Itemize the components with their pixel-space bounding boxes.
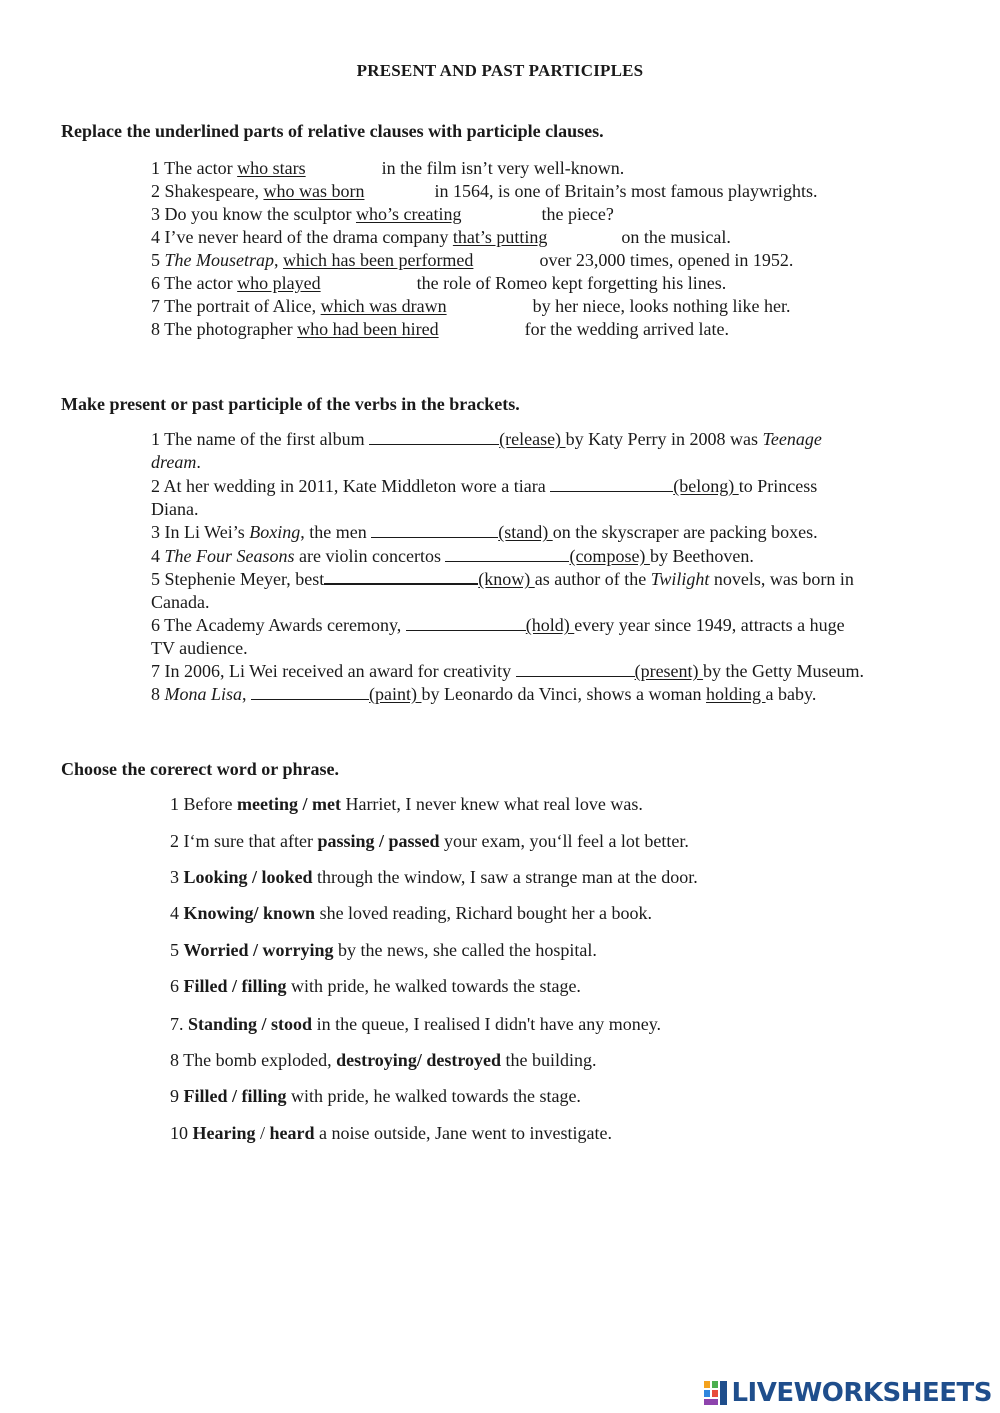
s1-item-3: 3 Do you know the sculptor who’s creating the piece? [151,204,614,224]
s1-item-7: 7 The portrait of Alice, which was drawn by her niece, looks nothing like her. [151,296,791,316]
choice-options[interactable]: meeting / met [236,794,341,814]
choice-options[interactable]: passing / passed [317,831,440,851]
s2-item-7: 7 In 2006, Li Wei received an award for creativity (present) by the Getty Museum. [151,661,865,681]
underlined-clause: who played [237,273,321,293]
answer-blank[interactable] [324,568,478,585]
s3-item-3: 3 Looking / looked through the window, I saw a strange man at the door. [170,867,698,887]
s3-item-8: 8 The bomb exploded, destroying/ destroyed the building. [170,1050,597,1070]
choice-options[interactable]: Filled / filling [183,1086,287,1106]
s1-item-5: 5 The Mousetrap, which has been performed over 23,000 times, opened in 1952. [151,250,794,270]
choice-options[interactable]: Worried / worrying [183,940,334,960]
underlined-clause: who’s creating [355,204,462,224]
s2-item-1-cont: dream. [151,452,201,472]
choice-options[interactable]: Standing / stood [188,1014,313,1034]
s3-item-7: 7. Standing / stood in the queue, I realised I didn't have any money. [170,1014,662,1034]
s3-item-4: 4 Knowing/ known she loved reading, Richard bought her a book. [170,903,652,923]
underlined-clause: who was born [263,181,365,201]
underlined-clause: who stars [237,158,306,178]
s2-item-2-cont: Diana. [151,499,199,519]
choice-options[interactable]: Looking / looked [183,867,313,887]
s2-item-2: 2 At her wedding in 2011, Kate Middleton wore a tiara (belong) to Princess [151,476,818,496]
s1-item-2: 2 Shakespeare, who was born in 1564, is one of Britain’s most famous playwrights. [151,181,818,201]
answer-blank[interactable] [369,429,499,445]
s1-item-6: 6 The actor who played the role of Romeo kept forgetting his lines. [151,273,727,293]
s2-item-1: 1 The name of the first album (release) by Katy Perry in 2008 was Teenage [151,429,822,449]
s3-item-5: 5 Worried / worrying by the news, she called the hospital. [170,940,597,960]
s2-item-6: 6 The Academy Awards ceremony, (hold) every year since 1949, attracts a huge [151,615,845,635]
s3-item-6: 6 Filled / filling with pride, he walked towards the stage. [170,976,581,996]
section3-heading: Choose the corerect word or phrase. [61,759,339,779]
s2-item-6-cont: TV audience. [151,638,248,658]
underlined-clause: that’s putting [452,227,548,247]
liveworksheets-logo-icon [703,1379,729,1407]
answer-blank[interactable] [406,615,526,631]
underlined-clause: which has been performed [283,250,474,270]
answer-blank[interactable] [251,684,369,700]
s3-item-2: 2 I‘m sure that after passing / passed your exam, you‘ll feel a lot better. [170,831,689,851]
underlined-clause: which was drawn [320,296,447,316]
s2-item-8: 8 Mona Lisa, (paint) by Leonardo da Vinci, shows a woman holding a baby. [151,684,817,704]
choice-options[interactable]: Knowing/ known [183,903,316,923]
answer-blank[interactable] [550,476,673,492]
answer-blank[interactable] [371,522,498,538]
underlined-clause: who had been hired [297,319,439,339]
choice-options[interactable]: Filled / filling [183,976,287,996]
s3-item-1: 1 Before meeting / met Harriet, I never knew what real love was. [170,794,643,814]
s1-item-8: 8 The photographer who had been hired for the wedding arrived late. [151,319,730,339]
choice-option-a[interactable]: Hearing [192,1123,256,1143]
underlined-word: holding [706,684,766,704]
s1-item-4: 4 I’ve never heard of the drama company that’s putting on the musical. [151,227,731,247]
page-title: PRESENT AND PAST PARTICIPLES [356,61,644,80]
answer-blank[interactable] [445,546,569,562]
logo-text: LIVEWORKSHEETS [731,1378,992,1408]
s2-item-5: 5 Stephenie Meyer, best (know) as author of the Twilight novels, was born in [151,569,854,589]
answer-blank[interactable] [516,661,635,677]
s2-item-3: 3 In Li Wei’s Boxing, the men (stand) on the skyscraper are packing boxes. [151,522,818,542]
choice-option-b[interactable]: heard [269,1123,315,1143]
s1-item-1: 1 The actor who stars in the film isn’t very well-known. [151,158,625,178]
choice-options[interactable]: destroying/ destroyed [336,1050,501,1070]
section1-heading: Replace the underlined parts of relative clauses with participle clauses. [61,121,604,141]
s2-item-5-cont: Canada. [151,592,210,612]
s3-item-9: 9 Filled / filling with pride, he walked towards the stage. [170,1086,581,1106]
liveworksheets-logo[interactable] [703,1378,992,1408]
s3-item-10: 10 Hearing / heard a noise outside, Jane went to investigate. [170,1123,612,1143]
s2-item-4: 4 The Four Seasons are violin concertos (compose) by Beethoven. [151,546,754,566]
section2-heading: Make present or past participle of the verbs in the brackets. [61,394,520,414]
